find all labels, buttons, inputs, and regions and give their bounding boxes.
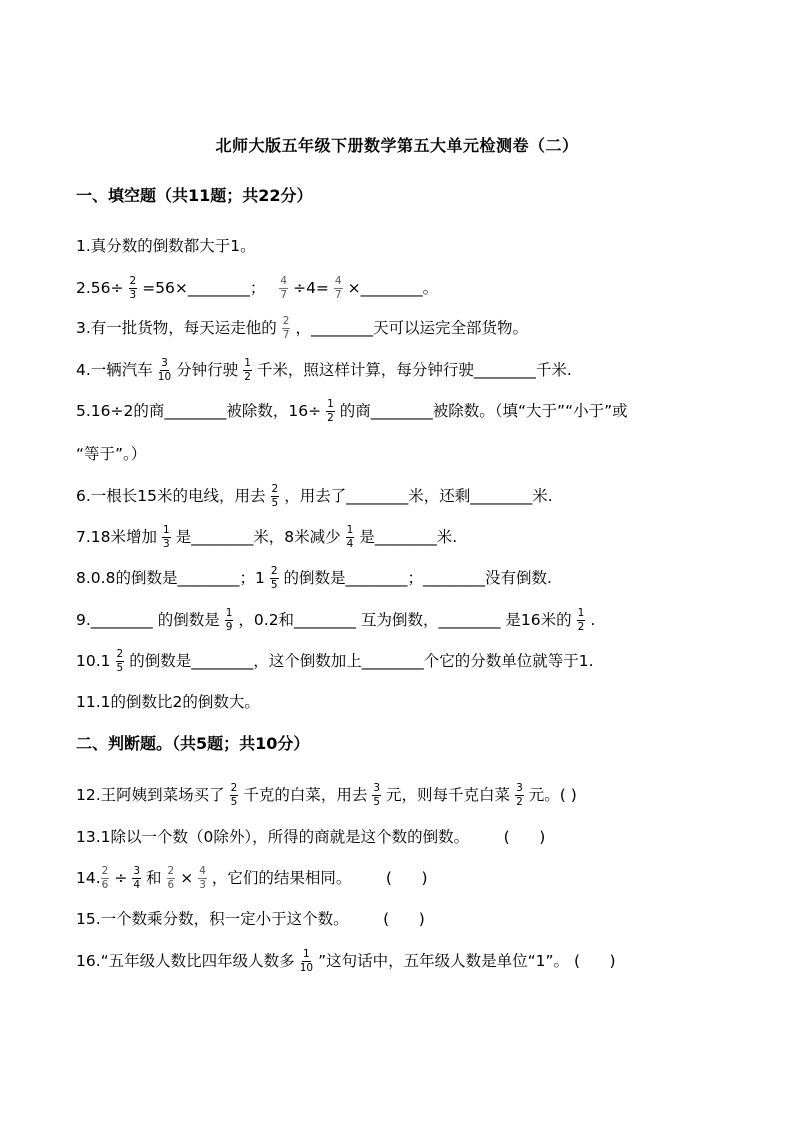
fraction-numerator: 3 (516, 781, 523, 794)
question-7-text-a: 7.18米增加 (76, 528, 158, 546)
fraction (225, 608, 234, 633)
fraction (279, 276, 288, 301)
fraction (515, 783, 524, 808)
question-3-text-a: 3.有一批货物，每天运走他的 (76, 319, 277, 337)
question-9-text-b: ，0.2和________ 互为倒数，________ 是16米的 (238, 611, 572, 629)
fraction-denominator: 5 (270, 578, 278, 591)
fraction-denominator: 2 (516, 795, 523, 808)
fraction (372, 783, 381, 808)
page-title: 北师大版五年级下册数学第五大单元检测卷（二） (215, 136, 579, 155)
question-2-text-c: ÷4= (293, 279, 329, 297)
fraction-denominator: 2 (327, 411, 334, 424)
fraction-denominator: 10 (157, 370, 172, 383)
question-6 (76, 478, 553, 514)
fraction-denominator: 6 (101, 878, 109, 891)
question-9-text-c: . (590, 611, 596, 629)
fraction (282, 316, 291, 341)
question-11-text: 11.1的倒数比2的倒数大。 (76, 693, 260, 711)
fraction-denominator: 3 (163, 537, 170, 550)
fraction-numerator: 3 (373, 781, 381, 794)
fraction (326, 399, 335, 424)
fraction-numerator: 2 (230, 781, 238, 794)
fraction-numerator: 2 (129, 274, 137, 287)
fraction-denominator: 2 (577, 620, 585, 633)
question-1 (76, 228, 256, 264)
fraction-numerator: 1 (163, 523, 170, 536)
question-4-text-b: 分钟行驶 (176, 361, 239, 379)
question-8-text-b: 的倒数是________；________没有倒数. (283, 569, 552, 587)
fraction-numerator: 1 (225, 606, 233, 619)
fraction-numerator: 1 (303, 947, 310, 960)
question-16 (76, 943, 616, 979)
question-14-text-c: 和 (146, 869, 162, 887)
fraction (158, 358, 171, 383)
fraction (198, 866, 207, 891)
question-12-text-d: 元。( ) (528, 786, 577, 804)
fraction (101, 866, 110, 891)
fraction-numerator: 1 (346, 523, 354, 536)
question-16-text-a: 16.“五年级人数比四年级人数多 (76, 952, 295, 970)
fraction-denominator: 9 (225, 620, 233, 633)
fraction-denominator: 7 (282, 328, 290, 341)
fraction (270, 566, 279, 591)
question-2-text-d: ×________。 (347, 279, 439, 297)
fraction-denominator: 5 (373, 795, 381, 808)
fraction-numerator: 2 (270, 564, 278, 577)
question-10-text-a: 10.1 (76, 652, 111, 670)
question-12-text-a: 12.王阿姨到菜场买了 (76, 786, 225, 804)
question-7 (76, 519, 457, 555)
fraction-numerator: 1 (577, 606, 585, 619)
fraction-numerator: 2 (101, 864, 109, 877)
fraction (162, 525, 171, 550)
fraction-denominator: 3 (199, 878, 206, 891)
fraction (271, 484, 280, 509)
question-5-text-b: 的商________被除数。（填“大于”“小于”或 (339, 402, 628, 420)
question-14-text-e: ，它们的结果相同。 ( ) (211, 869, 428, 887)
question-13-text: 13.1除以一个数（0除外），所得的商就是这个数的倒数。 ( ) (76, 828, 546, 846)
question-13 (76, 819, 545, 855)
question-14-text-d: × (180, 869, 194, 887)
question-4 (76, 352, 572, 388)
fraction-denominator: 5 (271, 496, 279, 509)
fraction-numerator: 3 (133, 864, 141, 877)
fraction-denominator: 4 (346, 537, 354, 550)
question-15 (76, 901, 425, 937)
fraction-denominator: 10 (299, 961, 314, 974)
fraction (116, 649, 125, 674)
fraction-denominator: 3 (129, 288, 137, 301)
fraction-numerator: 2 (271, 482, 279, 495)
question-5 (76, 393, 628, 429)
question-15-text: 15.一个数乘分数，积一定小于这个数。 ( ) (76, 910, 425, 928)
question-9 (76, 602, 595, 638)
question-12-text-b: 千克的白菜，用去 (243, 786, 368, 804)
fraction (243, 358, 252, 383)
question-14-text-b: ÷ (114, 869, 128, 887)
fraction (132, 866, 141, 891)
question-12-text-c: 元，则每千克白菜 (386, 786, 511, 804)
question-7-text-b: 是________米，8米减少 (175, 528, 341, 546)
fraction-numerator: 4 (199, 864, 206, 877)
question-2-text-a: 2.56÷ (76, 279, 124, 297)
question-5-text-a: 5.16÷2的商________被除数，16÷ (76, 402, 322, 420)
question-14 (76, 860, 428, 896)
question-16-text-b: ”这句话中，五年级人数是单位“1”。 ( ) (318, 952, 616, 970)
fraction-denominator: 5 (230, 795, 238, 808)
question-8 (76, 560, 552, 596)
question-4-text-c: 千米，照这样计算，每分钟行驶________千米. (256, 361, 572, 379)
question-12 (76, 777, 577, 813)
fraction (167, 866, 176, 891)
section-true-false-heading: 二、判断题。（共5题；共10分） (76, 734, 310, 753)
fraction-numerator: 2 (116, 647, 124, 660)
question-11 (76, 684, 260, 720)
fraction-denominator: 4 (133, 878, 141, 891)
question-2 (76, 270, 438, 306)
question-3-text-b: ，________天可以运完全部货物。 (295, 319, 528, 337)
fraction-denominator: 7 (334, 288, 342, 301)
fraction (334, 276, 343, 301)
fraction-denominator: 2 (244, 370, 251, 383)
fraction-denominator: 5 (116, 661, 124, 674)
fraction-denominator: 6 (167, 878, 175, 891)
fraction-numerator: 2 (282, 314, 290, 327)
question-6-text-a: 6.一根长15米的电线，用去 (76, 487, 266, 505)
fraction-denominator: 7 (280, 288, 288, 301)
fraction (230, 783, 239, 808)
question-10-text-b: 的倒数是________，这个倒数加上________个它的分数单位就等于1. (129, 652, 594, 670)
question-7-text-c: 是________米. (359, 528, 458, 546)
fraction-numerator: 3 (161, 356, 168, 369)
question-10 (76, 643, 594, 679)
section-fill-in-blank-heading: 一、填空题（共11题；共22分） (76, 186, 313, 205)
fraction-numerator: 1 (327, 397, 334, 410)
question-4-text-a: 4.一辆汽车 (76, 361, 153, 379)
fraction-numerator: 2 (167, 864, 175, 877)
question-9-text-a: 9.________ 的倒数是 (76, 611, 220, 629)
question-6-text-b: ，用去了________米，还剩________米. (284, 487, 553, 505)
fraction (577, 608, 586, 633)
fraction-numerator: 1 (244, 356, 251, 369)
fraction (300, 949, 313, 974)
fraction-numerator: 4 (280, 274, 288, 287)
question-1-text: 1.真分数的倒数都大于1。 (76, 237, 256, 255)
fraction-numerator: 4 (334, 274, 342, 287)
question-2-text-b: =56×________； (142, 279, 266, 297)
question-8-text-a: 8.0.8的倒数是________；1 (76, 569, 265, 587)
question-5-continuation (76, 436, 146, 472)
question-5-text-cont: “等于”。） (76, 445, 147, 463)
question-3 (76, 310, 528, 346)
question-14-text-a: 14. (76, 869, 101, 887)
fraction (129, 276, 138, 301)
fraction (346, 525, 355, 550)
